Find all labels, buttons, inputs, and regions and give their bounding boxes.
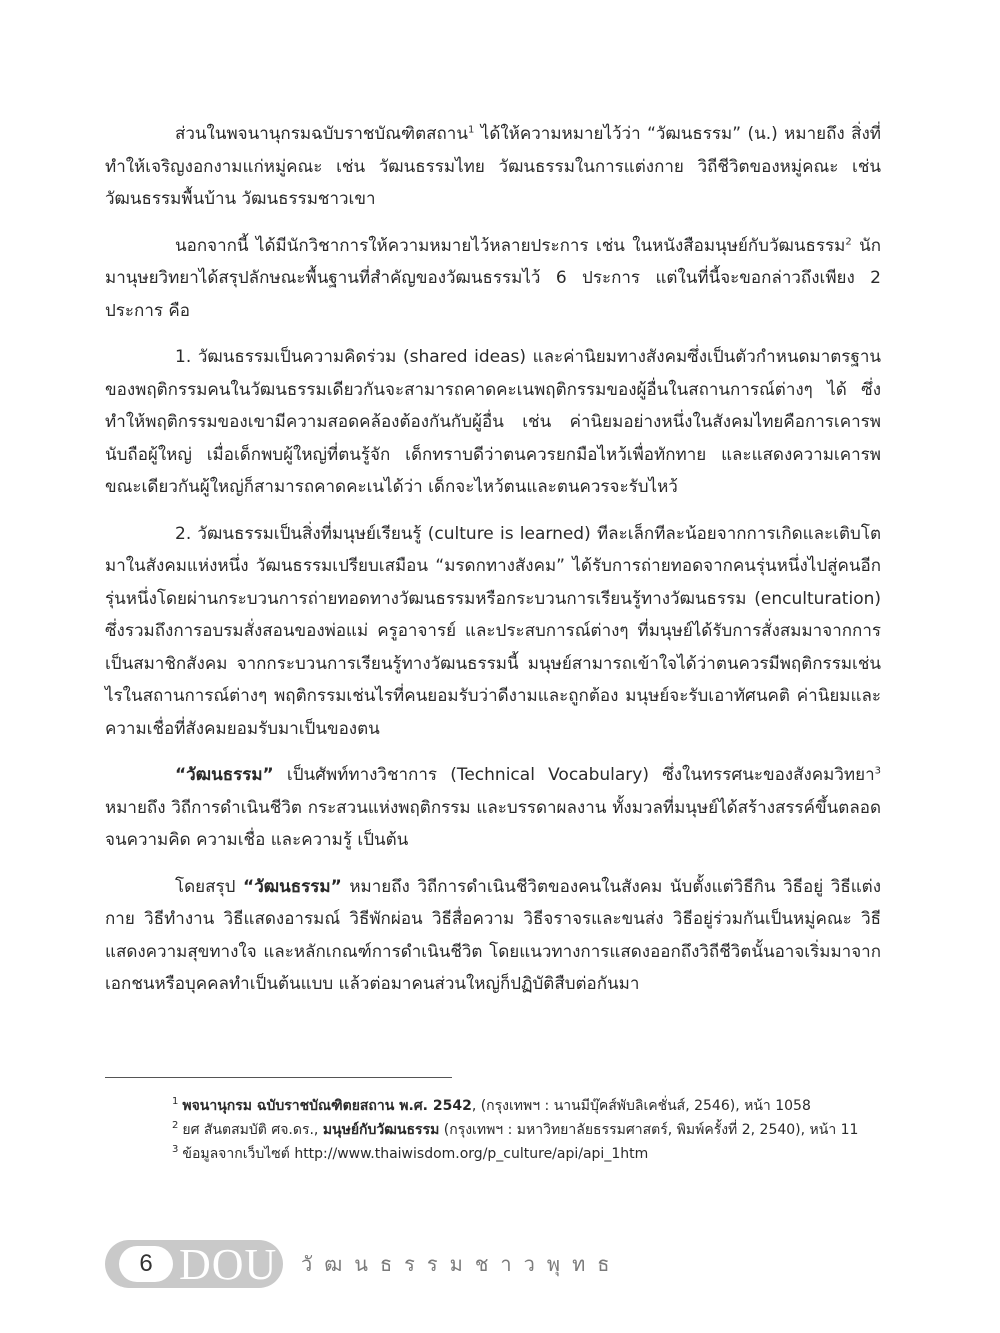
- term-culture: “วัฒนธรรม”: [243, 876, 342, 897]
- footnote-ref-1[interactable]: 1: [467, 124, 475, 136]
- dou-logo: DOU: [179, 1240, 278, 1289]
- page-footer: [105, 1240, 905, 1292]
- paragraph-technical-vocabulary: “วัฒนธรรม” เป็นศัพท์ทางวิชาการ (Technical Vocabulary) ซึ่งในทรรศนะของสังคมวิทยา$^3$ หมายถึง วิถีการดำเนินชีวิต กระสวนแห่งพฤติกรรม และบรรดาผลงาน ทั้งมวลที่มนุษย์ได้สร้างสรรค์ขึ้นตลอดจนความคิด ความเชื่อ และความรู้ เป็นต้น: [105, 765, 881, 850]
- paragraph-dictionary-definition: ส่วนในพจนานุกรมฉบับราชบัณฑิตสถาน$^1$ ได้ให้ความหมายไว้ว่า “วัฒนธรรม” (น.) หมายถึง สิ่งที่ทำให้เจริญงอกงามแก่หมู่คณะ เช่น วัฒนธรรมไทย วัฒนธรรมในการแต่งกาย วิถีชีวิตของหมู่คณะ เช่น วัฒนธรรมพื้นบ้าน วัฒนธรรมชาวเขา: [105, 124, 881, 209]
- footnote-3: $^3$ ข้อมูลจากเว็บไซต์ http://www.thaiwisdom.org/p_culture/api/api_1htm: [172, 1144, 649, 1162]
- page-number: 6: [119, 1246, 173, 1282]
- footnotes: [172, 1094, 892, 1166]
- footnote-divider: [105, 1077, 452, 1078]
- footer-badge: [105, 1240, 283, 1288]
- page-body: [105, 118, 881, 1015]
- paragraph-point-1: 1. วัฒนธรรมเป็นความคิดร่วม (shared ideas) และค่านิยมทางสังคมซึ่งเป็นตัวกำหนดมาตรฐานของพฤติกรรมคนในวัฒนธรรมเดียวกันจะสามารถคาดคะเนพฤติกรรมของผู้อื่นในสถานการณ์ต่างๆ ได้ ซึ่งทำให้พฤติกรรมของเขามีความสอดคล้องต้องกันกับผู้อื่น เช่น ค่านิยมอย่างหนึ่งในสังคมไทยคือการเคารพนับถือผู้ใหญ่ เมื่อเด็กพบผู้ใหญ่ที่ตนรู้จัก เด็กทราบดีว่าตนควรยกมือไหว้เพื่อทักทาย และแสดงความเคารพ ขณะเดียวกันผู้ใหญ่ก็สามารถคาดคะเนได้ว่า เด็กจะไหว้ตนและตนควรจะรับไหว้: [105, 347, 881, 497]
- footnote-1: $^1$ พจนานุกรม ฉบับราชบัณฑิตยสถาน พ.ศ. 2542, (กรุงเทพฯ : นานมีบุ๊คส์พับลิเคชั่นส์, 2546), หน้า 1058: [172, 1096, 811, 1114]
- paragraph-scholars-definition: นอกจากนี้ ได้มีนักวิชาการให้ความหมายไว้หลายประการ เช่น ในหนังสือมนุษย์กับวัฒนธรรม$^2$ นักมานุษยวิทยาได้สรุปลักษณะพื้นฐานที่สำคัญของวัฒนธรรมไว้ 6 ประการ แต่ในที่นี้จะขอกล่าวถึงเพียง 2 ประการ คือ: [105, 235, 881, 321]
- footnote-ref-3[interactable]: 3: [874, 765, 881, 777]
- paragraph-summary: โดยสรุป “วัฒนธรรม” หมายถึง วิถีการดำเนินชีวิตของคนในสังคม นับตั้งแต่วิธีกิน วิธีอยู่ วิธีแต่งกาย วิธีทำงาน วิธีแสดงอารมณ์ วิธีพักผ่อน วิธีสื่อความ วิธีจราจรและขนส่ง วิธีอยู่ร่วมกันเป็นหมู่คณะ วิธีแสดงความสุขทางใจ และหลักเกณฑ์การดำเนินชีวิต โดยแนวทางการแสดงออกถึงวิถีชีวิตนั้นอาจเริ่มมาจากเอกชนหรือบุคคลทำเป็นต้นแบบ แล้วต่อมาคนส่วนใหญ่ก็ปฏิบัติสืบต่อกันมา: [105, 876, 881, 994]
- footnote-2: $^2$ ยศ สันตสมบัติ ศจ.ดร., มนุษย์กับวัฒนธรรม (กรุงเทพฯ : มหาวิทยาลัยธรรมศาสตร์, พิมพ์ครั้งที่ 2, 2540), หน้า 11: [172, 1120, 859, 1138]
- book-title: วัฒนธรรมชาวพุทธ: [301, 1252, 622, 1276]
- paragraph-point-2: 2. วัฒนธรรมเป็นสิ่งที่มนุษย์เรียนรู้ (culture is learned) ทีละเล็กทีละน้อยจากการเกิดและเติบโตมาในสังคมแห่งหนึ่ง วัฒนธรรมเปรียบเสมือน “มรดกทางสังคม” ได้รับการถ่ายทอดจากคนรุ่นหนึ่งไปสู่คนอีกรุ่นหนึ่งโดยผ่านกระบวนการถ่ายทอดทางวัฒนธรรมหรือกระบวนการเรียนรู้ทางวัฒนธรรม (enculturation) ซึ่งรวมถึงการอบรมสั่งสอนของพ่อแม่ ครูอาจารย์ และประสบการณ์ต่างๆ ที่มนุษย์ได้รับการสั่งสมมาจากการเป็นสมาชิกสังคม จากกระบวนการเรียนรู้ทางวัฒนธรรมนี้ มนุษย์สามารถเข้าใจได้ว่าตนควรมีพฤติกรรมเช่นไรในสถานการณ์ต่างๆ พฤติกรรมเช่นไรที่คนยอมรับว่าดีงามและถูกต้อง มนุษย์จะรับเอาทัศนคติ ค่านิยมและความเชื่อที่สังคมยอมรับมาเป็นของตน: [105, 523, 881, 739]
- footnote-ref-2[interactable]: 2: [845, 235, 852, 247]
- term-culture: “วัฒนธรรม”: [175, 765, 274, 785]
